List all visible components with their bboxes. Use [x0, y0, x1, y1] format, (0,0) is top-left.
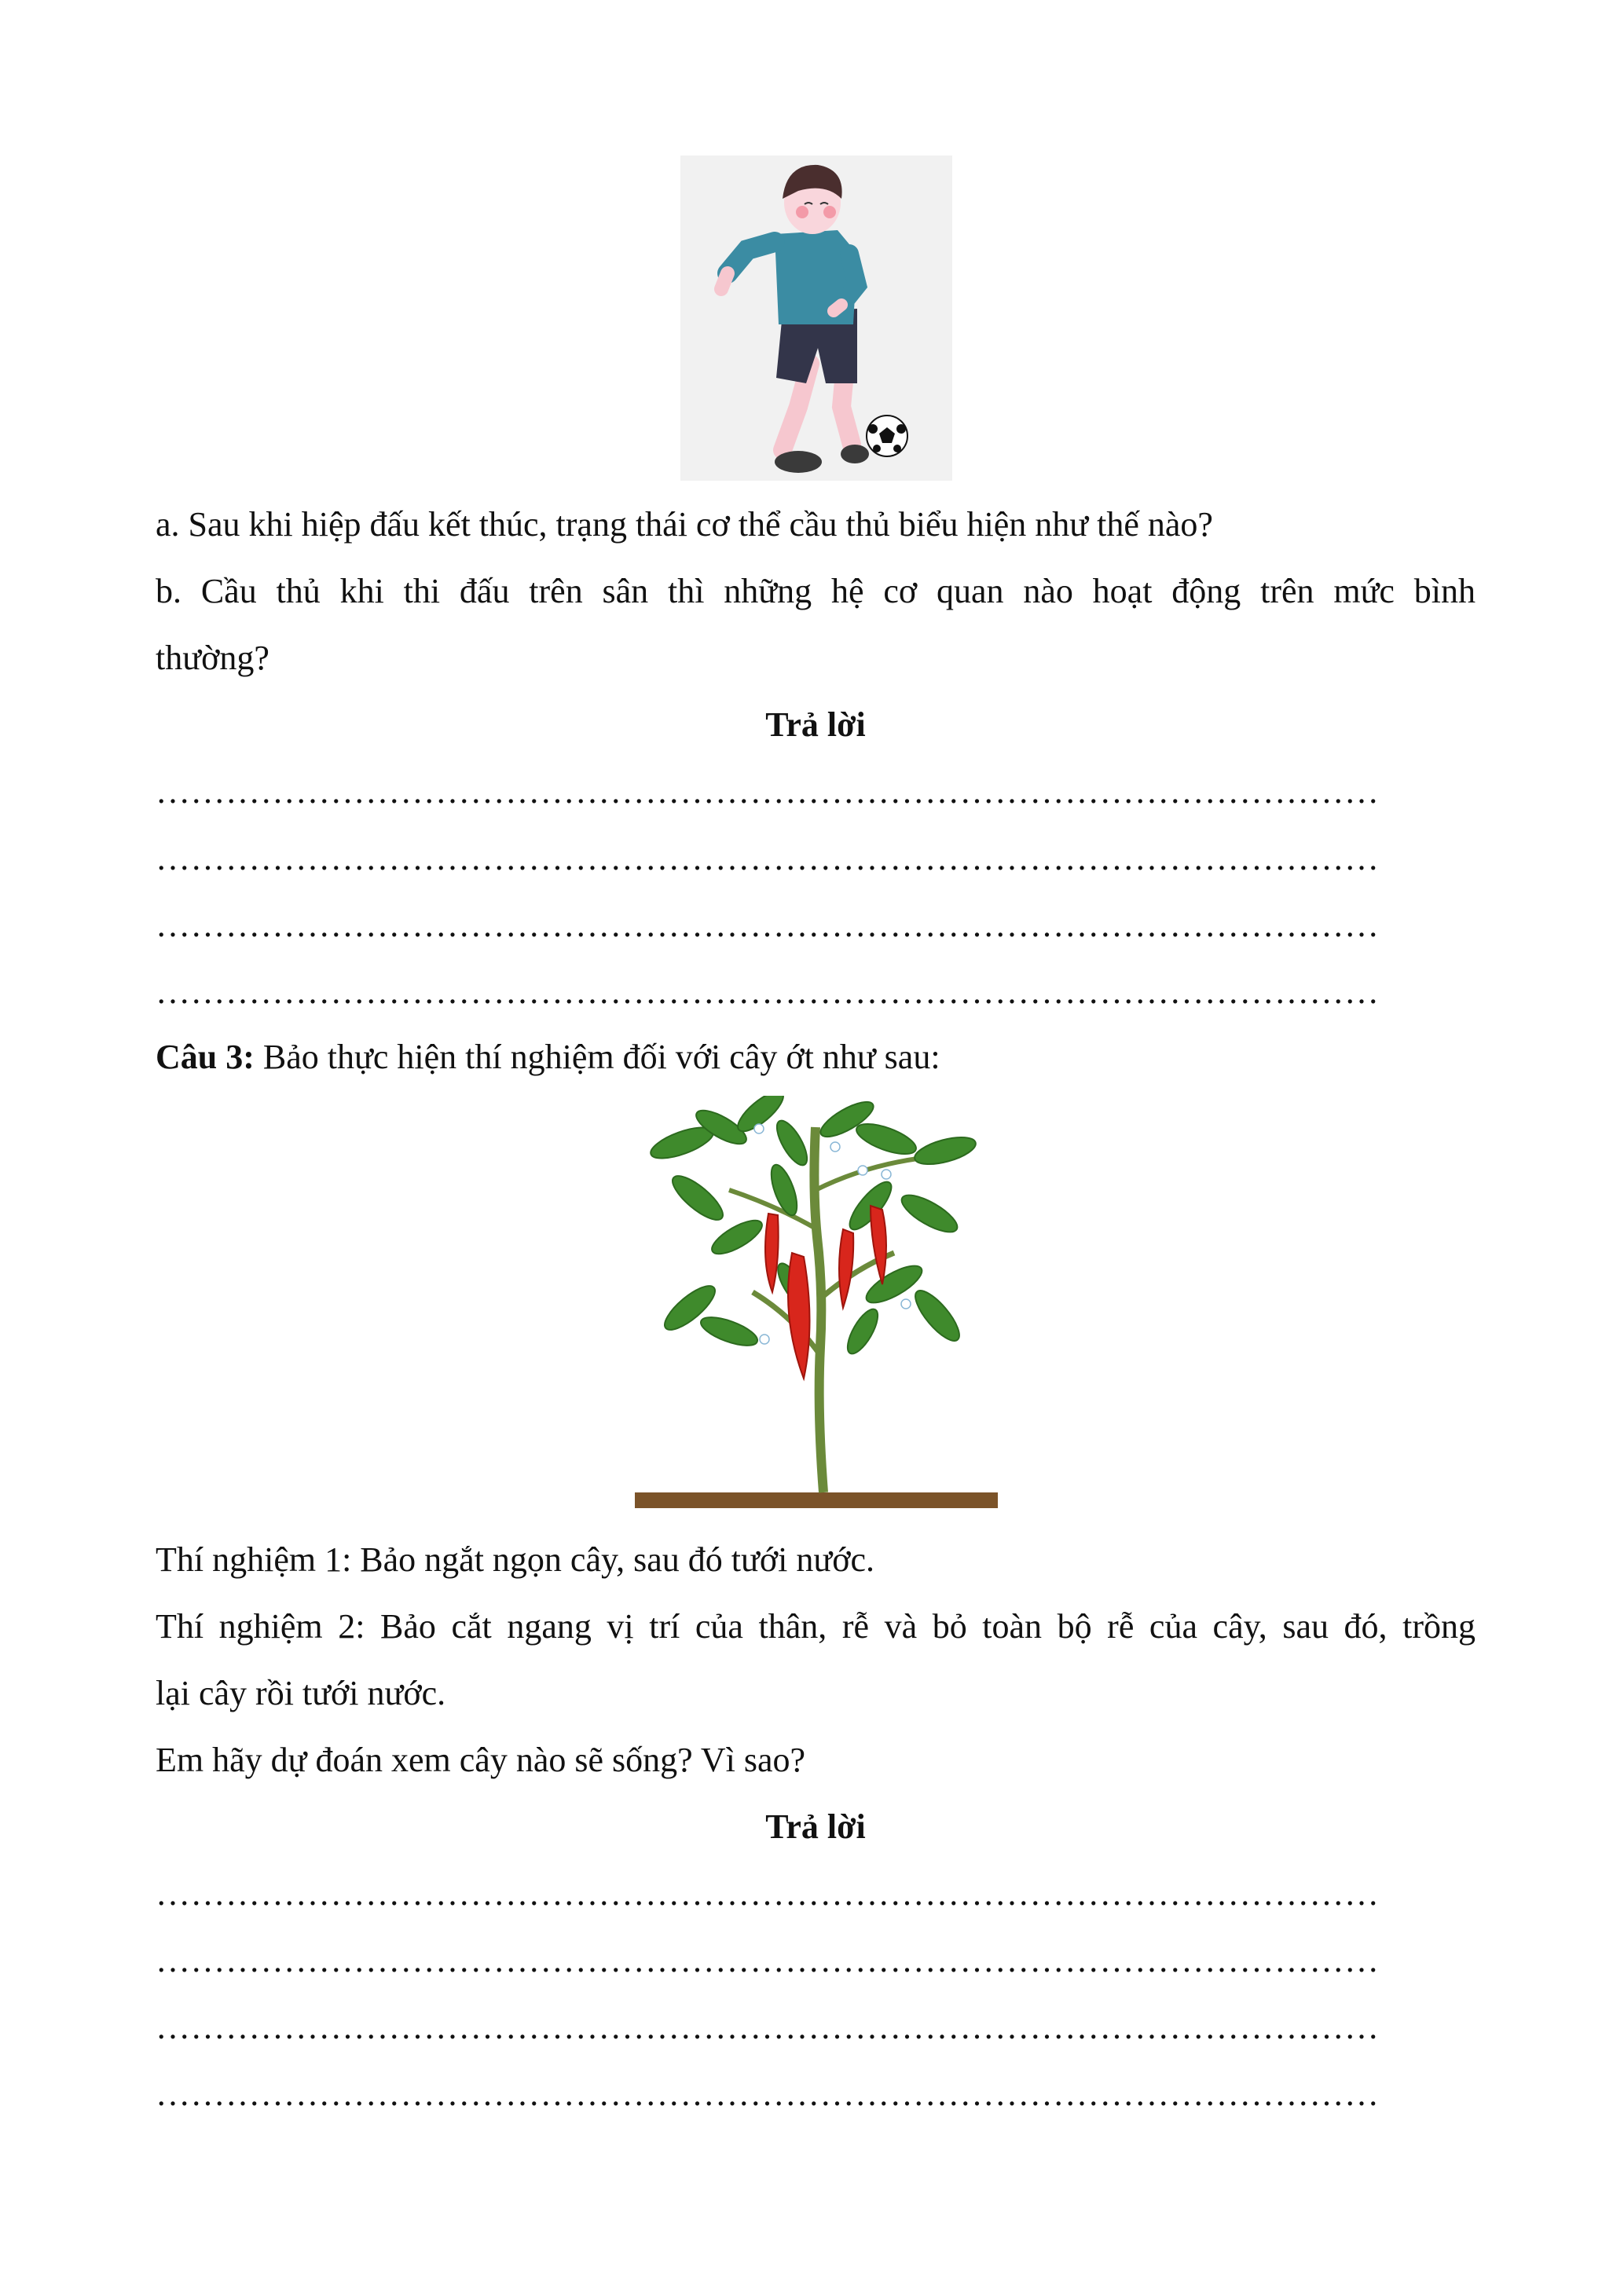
question3-prompt: Em hãy dự đoán xem cây nào sẽ sống? Vì sao? [156, 1741, 806, 1779]
experiment-2-line1: Thí nghiệm 2: Bảo cắt ngang vị trí của thân, rễ và bỏ toàn bộ rễ của cây, sau đó, trồng [156, 1607, 1476, 1646]
experiment-2-line2: lại cây rồi tưới nước. [156, 1674, 446, 1712]
experiment-1: Thí nghiệm 1: Bảo ngắt ngọn cây, sau đó tưới nước. [156, 1540, 874, 1579]
question3-heading [156, 1035, 1476, 1079]
answer-line[interactable]: …………………………………………………………………………………………… [156, 772, 1380, 811]
answer-line[interactable]: …………………………………………………………………………………………… [156, 906, 1380, 944]
question2-part-a: a. Sau khi hiệp đấu kết thúc, trạng thái cơ thể cầu thủ biểu hiện như thế nào? [156, 505, 1213, 544]
question3-label: Câu 3: [156, 1038, 255, 1076]
chili-plant-illustration [635, 1096, 998, 1512]
question2-part-b-line1: b. Cầu thủ khi thi đấu trên sân thì những hệ cơ quan nào hoạt động trên mức bình [156, 572, 1476, 610]
answer-line[interactable]: …………………………………………………………………………………………… [156, 1874, 1380, 1913]
answer-line[interactable]: …………………………………………………………………………………………… [156, 2074, 1380, 2113]
answer-line[interactable]: …………………………………………………………………………………………… [156, 1941, 1380, 1979]
question3-intro: Bảo thực hiện thí nghiệm đối với cây ớt như sau: [254, 1038, 940, 1076]
football-player-illustration [680, 156, 952, 481]
answer-line[interactable]: …………………………………………………………………………………………… [156, 839, 1380, 877]
answer-line[interactable]: …………………………………………………………………………………………… [156, 972, 1380, 1011]
question2-answer-heading: Trả lời [765, 705, 866, 744]
question3-answer-heading: Trả lời [765, 1807, 866, 1846]
question2-part-b-line2: thường? [156, 639, 269, 677]
answer-line[interactable]: …………………………………………………………………………………………… [156, 2008, 1380, 2046]
